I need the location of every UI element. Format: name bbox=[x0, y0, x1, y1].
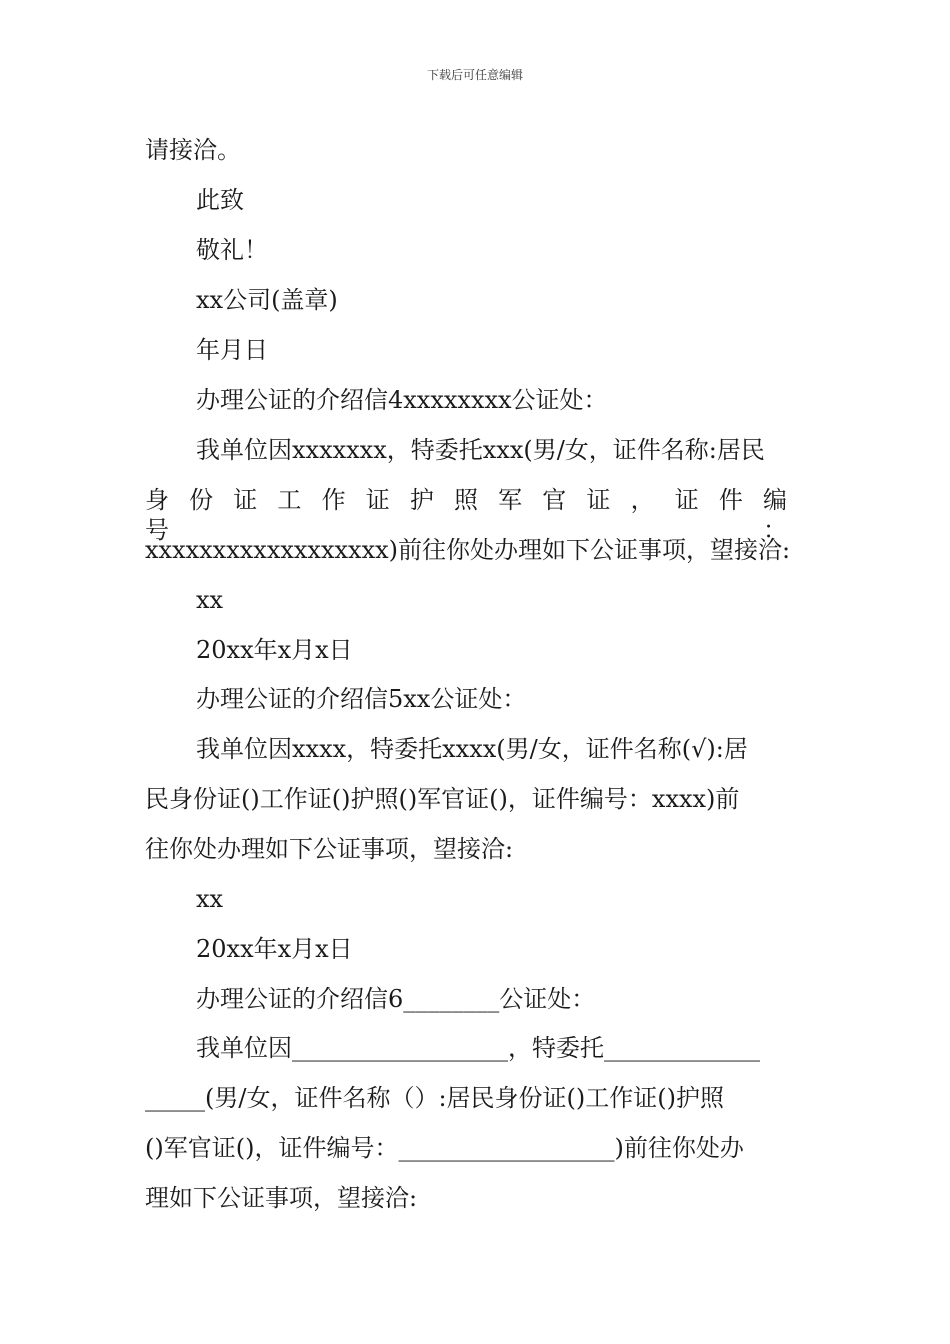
text-line: 办理公证的介绍信5xx公证处： bbox=[196, 685, 527, 713]
text-line: 我单位因xxxx，特委托xxxx(男/女，证件名称(√):居 bbox=[196, 735, 748, 763]
text-line: 我单位因xxxxxxx，特委托xxx(男/女，证件名称:居民 bbox=[196, 436, 765, 464]
text-line: 往你处办理如下公证事项，望接洽: bbox=[145, 835, 514, 863]
text-line: 敬礼！ bbox=[196, 236, 268, 264]
text-line: xx bbox=[196, 586, 224, 614]
text-line: 办理公证的介绍信6________公证处： bbox=[196, 985, 596, 1013]
text-line: xx公司(盖章) bbox=[196, 286, 338, 314]
page-header-note: 下载后可任意编辑 bbox=[426, 68, 523, 82]
text-line: 请接洽。 bbox=[145, 136, 241, 164]
text-line: 理如下公证事项，望接洽: bbox=[145, 1184, 418, 1212]
text-line: 此致 bbox=[196, 186, 244, 214]
text-line: 年月日 bbox=[196, 336, 268, 364]
text-line: xxxxxxxxxxxxxxxxxx)前往你处办理如下公证事项，望接洽: bbox=[145, 536, 791, 564]
text-line: 办理公证的介绍信4xxxxxxxx公证处： bbox=[196, 386, 608, 414]
text-line: ()军官证()，证件编号：__________________)前往你处办 bbox=[145, 1134, 744, 1162]
text-line: 身份证工作证护照军官证，证件编号： bbox=[145, 486, 807, 544]
text-line: _____(男/女，证件名称（）:居民身份证()工作证()护照 bbox=[145, 1084, 724, 1112]
text-line: 20xx年x月x日 bbox=[196, 935, 353, 963]
text-line: 我单位因__________________，特委托_____________ bbox=[196, 1034, 760, 1062]
text-line: xx bbox=[196, 885, 224, 913]
text-line: 民身份证()工作证()护照()军官证()，证件编号：xxxx)前 bbox=[145, 785, 740, 813]
text-line: 20xx年x月x日 bbox=[196, 636, 353, 664]
